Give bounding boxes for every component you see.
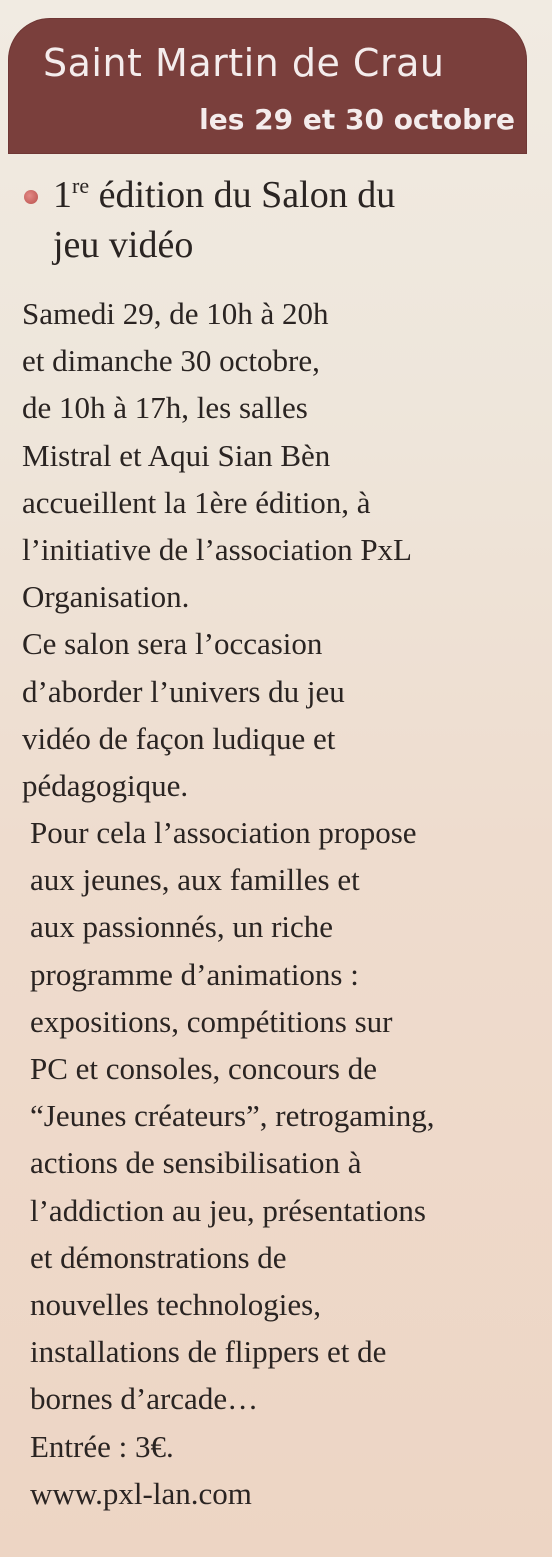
body-line: “Jeunes créateurs”, retrogaming,	[30, 1098, 435, 1134]
body-line: Entrée : 3€.	[30, 1428, 174, 1464]
bullet-icon	[24, 190, 38, 204]
event-banner	[8, 18, 527, 154]
body-line: et démonstrations de	[30, 1239, 287, 1275]
headline-line-2: jeu vidéo	[53, 224, 194, 266]
body-line: aux passionnés, un riche	[30, 909, 334, 945]
body-line: accueillent la 1ère édition, à	[22, 484, 371, 520]
body-line: l’initiative de l’association PxL	[22, 531, 412, 567]
website-link[interactable]: www.pxl-lan.com	[30, 1475, 252, 1511]
headline-ordinal: 1	[53, 174, 72, 216]
body-line: d’aborder l’univers du jeu	[22, 673, 345, 709]
headline-ordinal-suffix: re	[72, 173, 90, 198]
body-line: expositions, compétitions sur	[30, 1003, 393, 1039]
headline-line-1-text: édition du Salon du	[89, 174, 396, 216]
body-line: aux jeunes, aux familles et	[30, 862, 360, 898]
body-line: pédagogique.	[22, 767, 189, 803]
town-title: Saint Martin de Crau	[43, 41, 445, 85]
event-dates: les 29 et 30 octobre	[199, 103, 515, 136]
article-body	[22, 290, 532, 1517]
body-line: l’addiction au jeu, présentations	[30, 1192, 426, 1228]
body-line: nouvelles technologies,	[30, 1286, 321, 1322]
body-line: Mistral et Aqui Sian Bèn	[22, 437, 331, 473]
body-line: vidéo de façon ludique et	[22, 720, 336, 756]
body-line: Pour cela l’association propose	[30, 815, 417, 851]
body-line: bornes d’arcade…	[30, 1381, 259, 1417]
body-line: et dimanche 30 octobre,	[22, 343, 320, 379]
body-line: Organisation.	[22, 579, 190, 615]
body-line: Ce salon sera l’occasion	[22, 626, 323, 662]
body-line: de 10h à 17h, les salles	[22, 390, 308, 426]
body-line: Samedi 29, de 10h à 20h	[22, 296, 329, 331]
body-line: installations de flippers et de	[30, 1334, 387, 1370]
body-line: PC et consoles, concours de	[30, 1051, 377, 1086]
body-line: programme d’animations :	[30, 956, 359, 992]
body-line: actions de sensibilisation à	[30, 1145, 362, 1181]
headline-line-1	[53, 170, 395, 220]
